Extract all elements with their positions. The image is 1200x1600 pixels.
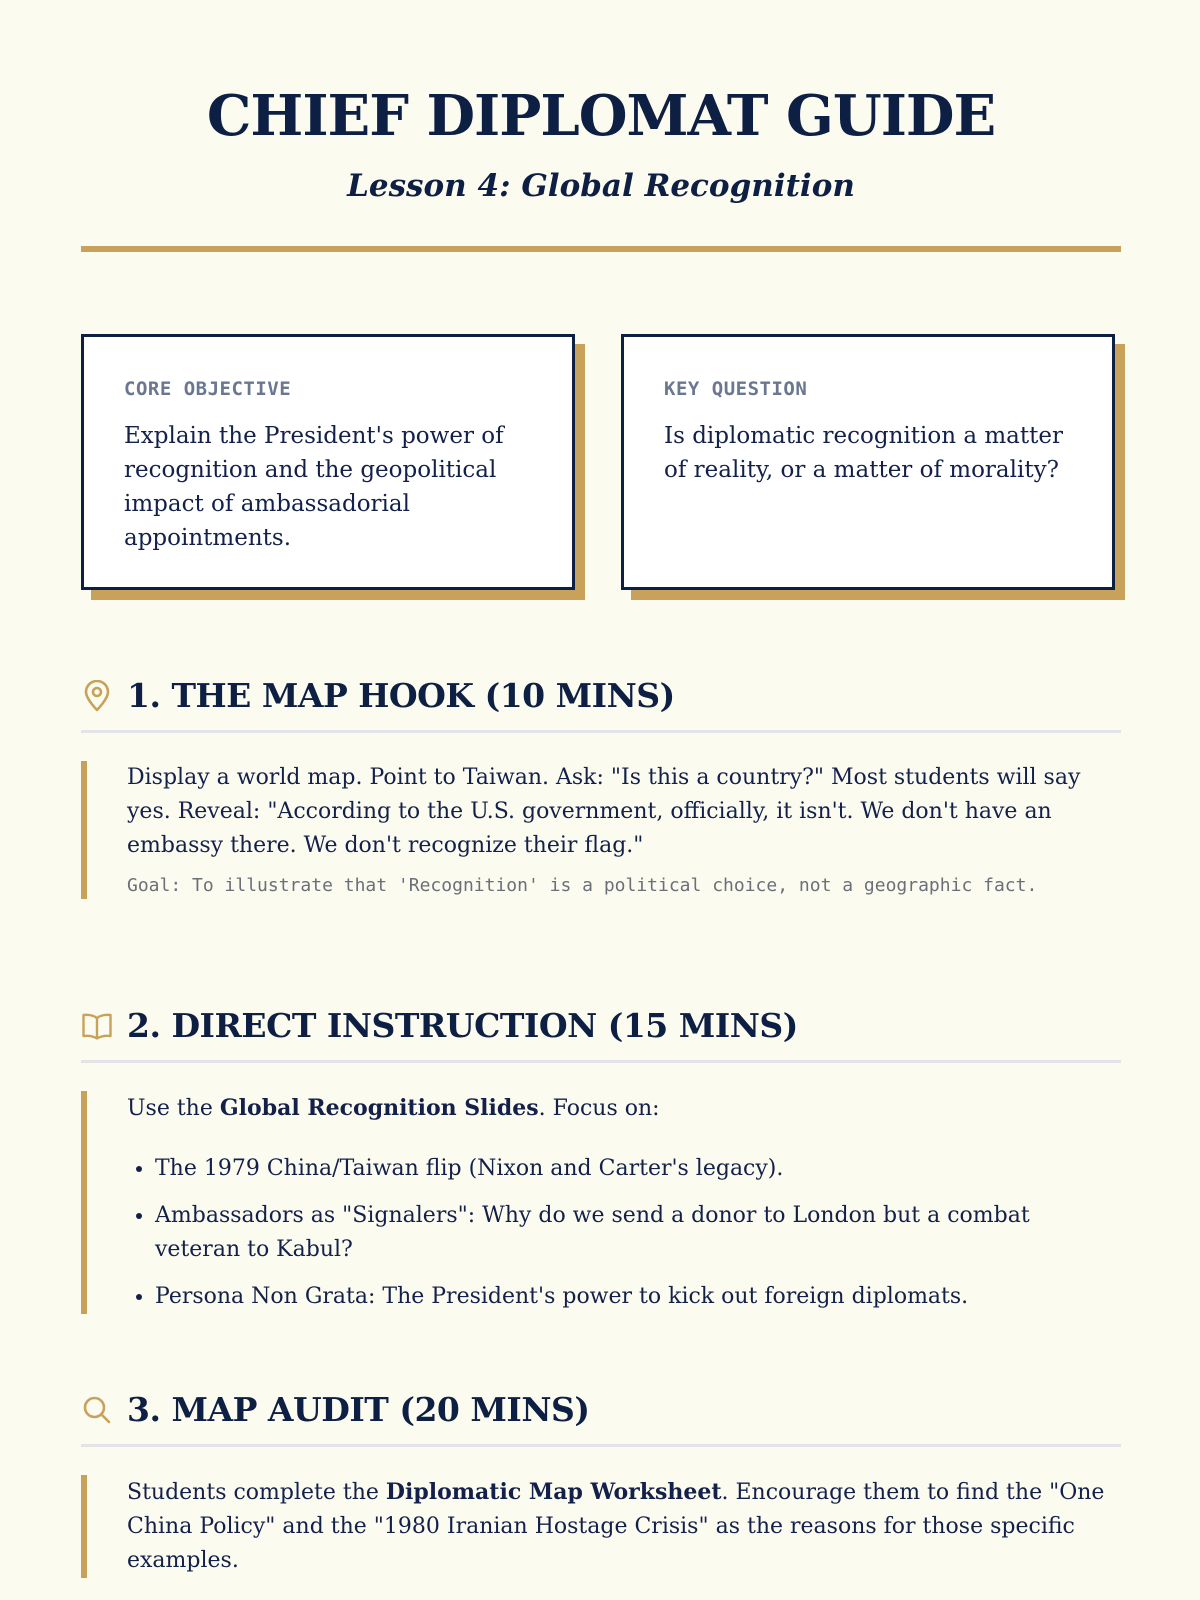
section-map-audit-title: 3. MAP AUDIT (20 MINS) xyxy=(127,1390,590,1429)
section-direct-instruction xyxy=(81,1002,1121,1314)
section-direct-instruction-header xyxy=(81,1002,1121,1063)
section-map-hook xyxy=(81,672,1121,899)
audit-text-before: Students complete the xyxy=(127,1480,386,1505)
map-pin-icon xyxy=(81,680,113,712)
page-subtitle: Lesson 4: Global Recognition xyxy=(347,168,855,204)
search-icon xyxy=(81,1394,113,1426)
focus-list xyxy=(127,1152,1121,1314)
audit-text-after: . Encourage them to find the "One China Policy" and the "1980 Iranian Hostage Crisis" as the reasons for those specific examples. xyxy=(127,1480,1105,1573)
intro-text-after: . Focus on: xyxy=(538,1096,660,1121)
key-question-text: Is diplomatic recognition a matter of reality, or a matter of morality? xyxy=(664,423,1063,483)
section-map-audit-body xyxy=(81,1475,1121,1578)
page-title: CHIEF DIPLOMAT GUIDE xyxy=(206,83,996,149)
title-divider xyxy=(81,246,1121,252)
section-map-audit-header xyxy=(81,1386,1121,1447)
list-item: • Ambassadors as "Signalers": Why do we send a donor to London but a combat veteran to Kabul? xyxy=(155,1199,1121,1267)
key-question-label: KEY QUESTION xyxy=(664,378,808,400)
section-direct-instruction-intro xyxy=(127,1091,1121,1126)
section-map-hook-header xyxy=(81,672,1121,733)
core-objective-card xyxy=(81,334,575,590)
key-question-card xyxy=(621,334,1115,590)
section-direct-instruction-title: 2. DIRECT INSTRUCTION (15 MINS) xyxy=(127,1006,798,1045)
global-recognition-slides-ref: Global Recognition Slides xyxy=(219,1095,539,1121)
section-map-audit-text xyxy=(127,1475,1121,1578)
section-map-audit xyxy=(81,1386,1121,1578)
open-book-icon xyxy=(81,1010,113,1042)
section-map-hook-text: Display a world map. Point to Taiwan. Ask: "Is this a country?" Most students will say yes. Reveal: "According to the U.S. government, officially, it isn't. We don't have an embassy there. We don't recognize their flag." xyxy=(127,765,1081,858)
core-objective-text: Explain the President's power of recognition and the geopolitical impact of ambassadorial appointments. xyxy=(124,423,504,551)
list-item: • The 1979 China/Taiwan flip (Nixon and Carter's legacy). xyxy=(155,1152,1121,1186)
core-objective-label: CORE OBJECTIVE xyxy=(124,378,292,400)
section-direct-instruction-body xyxy=(81,1091,1121,1314)
section-map-hook-title: 1. THE MAP HOOK (10 MINS) xyxy=(127,676,675,715)
diplomatic-map-worksheet-ref: Diplomatic Map Worksheet xyxy=(385,1479,722,1505)
section-map-hook-goal: Goal: To illustrate that 'Recognition' is a political choice, not a geographic fact. xyxy=(127,875,1038,896)
intro-text-before: Use the xyxy=(127,1096,220,1121)
section-map-hook-body xyxy=(81,761,1121,899)
lesson-guide-page xyxy=(81,0,1121,1573)
list-item: • Persona Non Grata: The President's power to kick out foreign diplomats. xyxy=(155,1280,1121,1314)
